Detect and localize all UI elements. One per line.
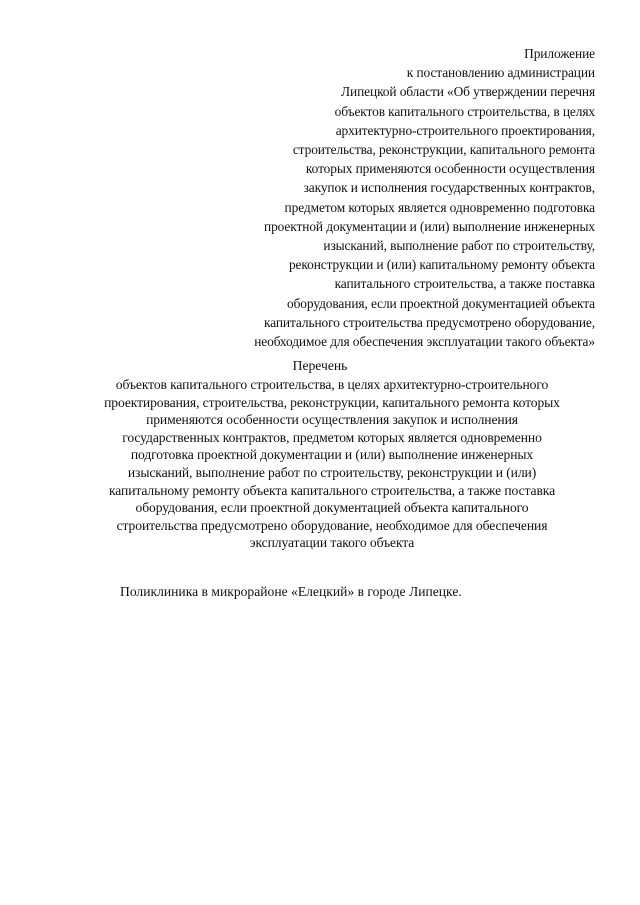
list-item: Поликлиника в микрорайоне «Елецкий» в городе Липецке. — [120, 584, 462, 599]
appendix-line: проектной документации и (или) выполнение инженерных — [264, 218, 595, 234]
appendix-line: предметом которых является одновременно подготовка — [284, 199, 595, 215]
appendix-line: необходимое для обеспечения эксплуатации такого объекта» — [254, 334, 595, 350]
list-subtitle-line: подготовка проектной документации и (или) выполнение инженерных — [130, 447, 534, 463]
list-subtitle-line: объектов капитального строительства, в целях архитектурно-строительного — [115, 377, 549, 392]
appendix-header — [175, 44, 595, 351]
list-subtitle-line: капитальному ремонту объекта капитального строительства, а также поставка — [108, 482, 556, 498]
appendix-line: закупок и исполнения государственных контрактов, — [303, 180, 595, 196]
appendix-line: капитального строительства предусмотрено оборудование, — [264, 314, 595, 330]
appendix-line: Липецкой области «Об утверждении перечня — [341, 84, 595, 100]
appendix-line: объектов капитального строительства, в целях — [334, 103, 595, 119]
list-subtitle-line: проектирования, строительства, реконструкции, капитального ремонта которых — [104, 394, 560, 410]
list-subtitle-line: применяются особенности осуществления закупок и исполнения — [146, 412, 518, 428]
appendix-line: архитектурно-строительного проектирования, — [335, 122, 595, 138]
list-subtitle — [62, 376, 602, 552]
appendix-line: капитального строительства, а также поставка — [334, 276, 595, 292]
list-subtitle-line: государственных контрактов, предметом которых является одновременно — [122, 429, 542, 445]
list-subtitle-line: эксплуатации такого объекта — [249, 535, 415, 551]
appendix-line: Приложение — [524, 46, 595, 61]
appendix-line: реконструкции и (или) капитальному ремонту объекта — [288, 257, 595, 273]
list-subtitle-line: строительства предусмотрено оборудование, необходимое для обеспечения — [116, 517, 548, 533]
list-title: Перечень — [292, 358, 348, 373]
list-subtitle-line: оборудования, если проектной документацией объекта капитального — [135, 500, 529, 516]
appendix-line: которых применяются особенности осуществления — [305, 161, 595, 177]
appendix-line: строительства, реконструкции, капитального ремонта — [292, 142, 595, 158]
appendix-line: оборудования, если проектной документацией объекта — [287, 295, 595, 311]
appendix-line: к постановлению администрации — [406, 65, 595, 81]
list-subtitle-line: изысканий, выполнение работ по строительству, реконструкции и (или) — [127, 464, 537, 480]
appendix-line: изысканий, выполнение работ по строительству, — [323, 238, 595, 254]
